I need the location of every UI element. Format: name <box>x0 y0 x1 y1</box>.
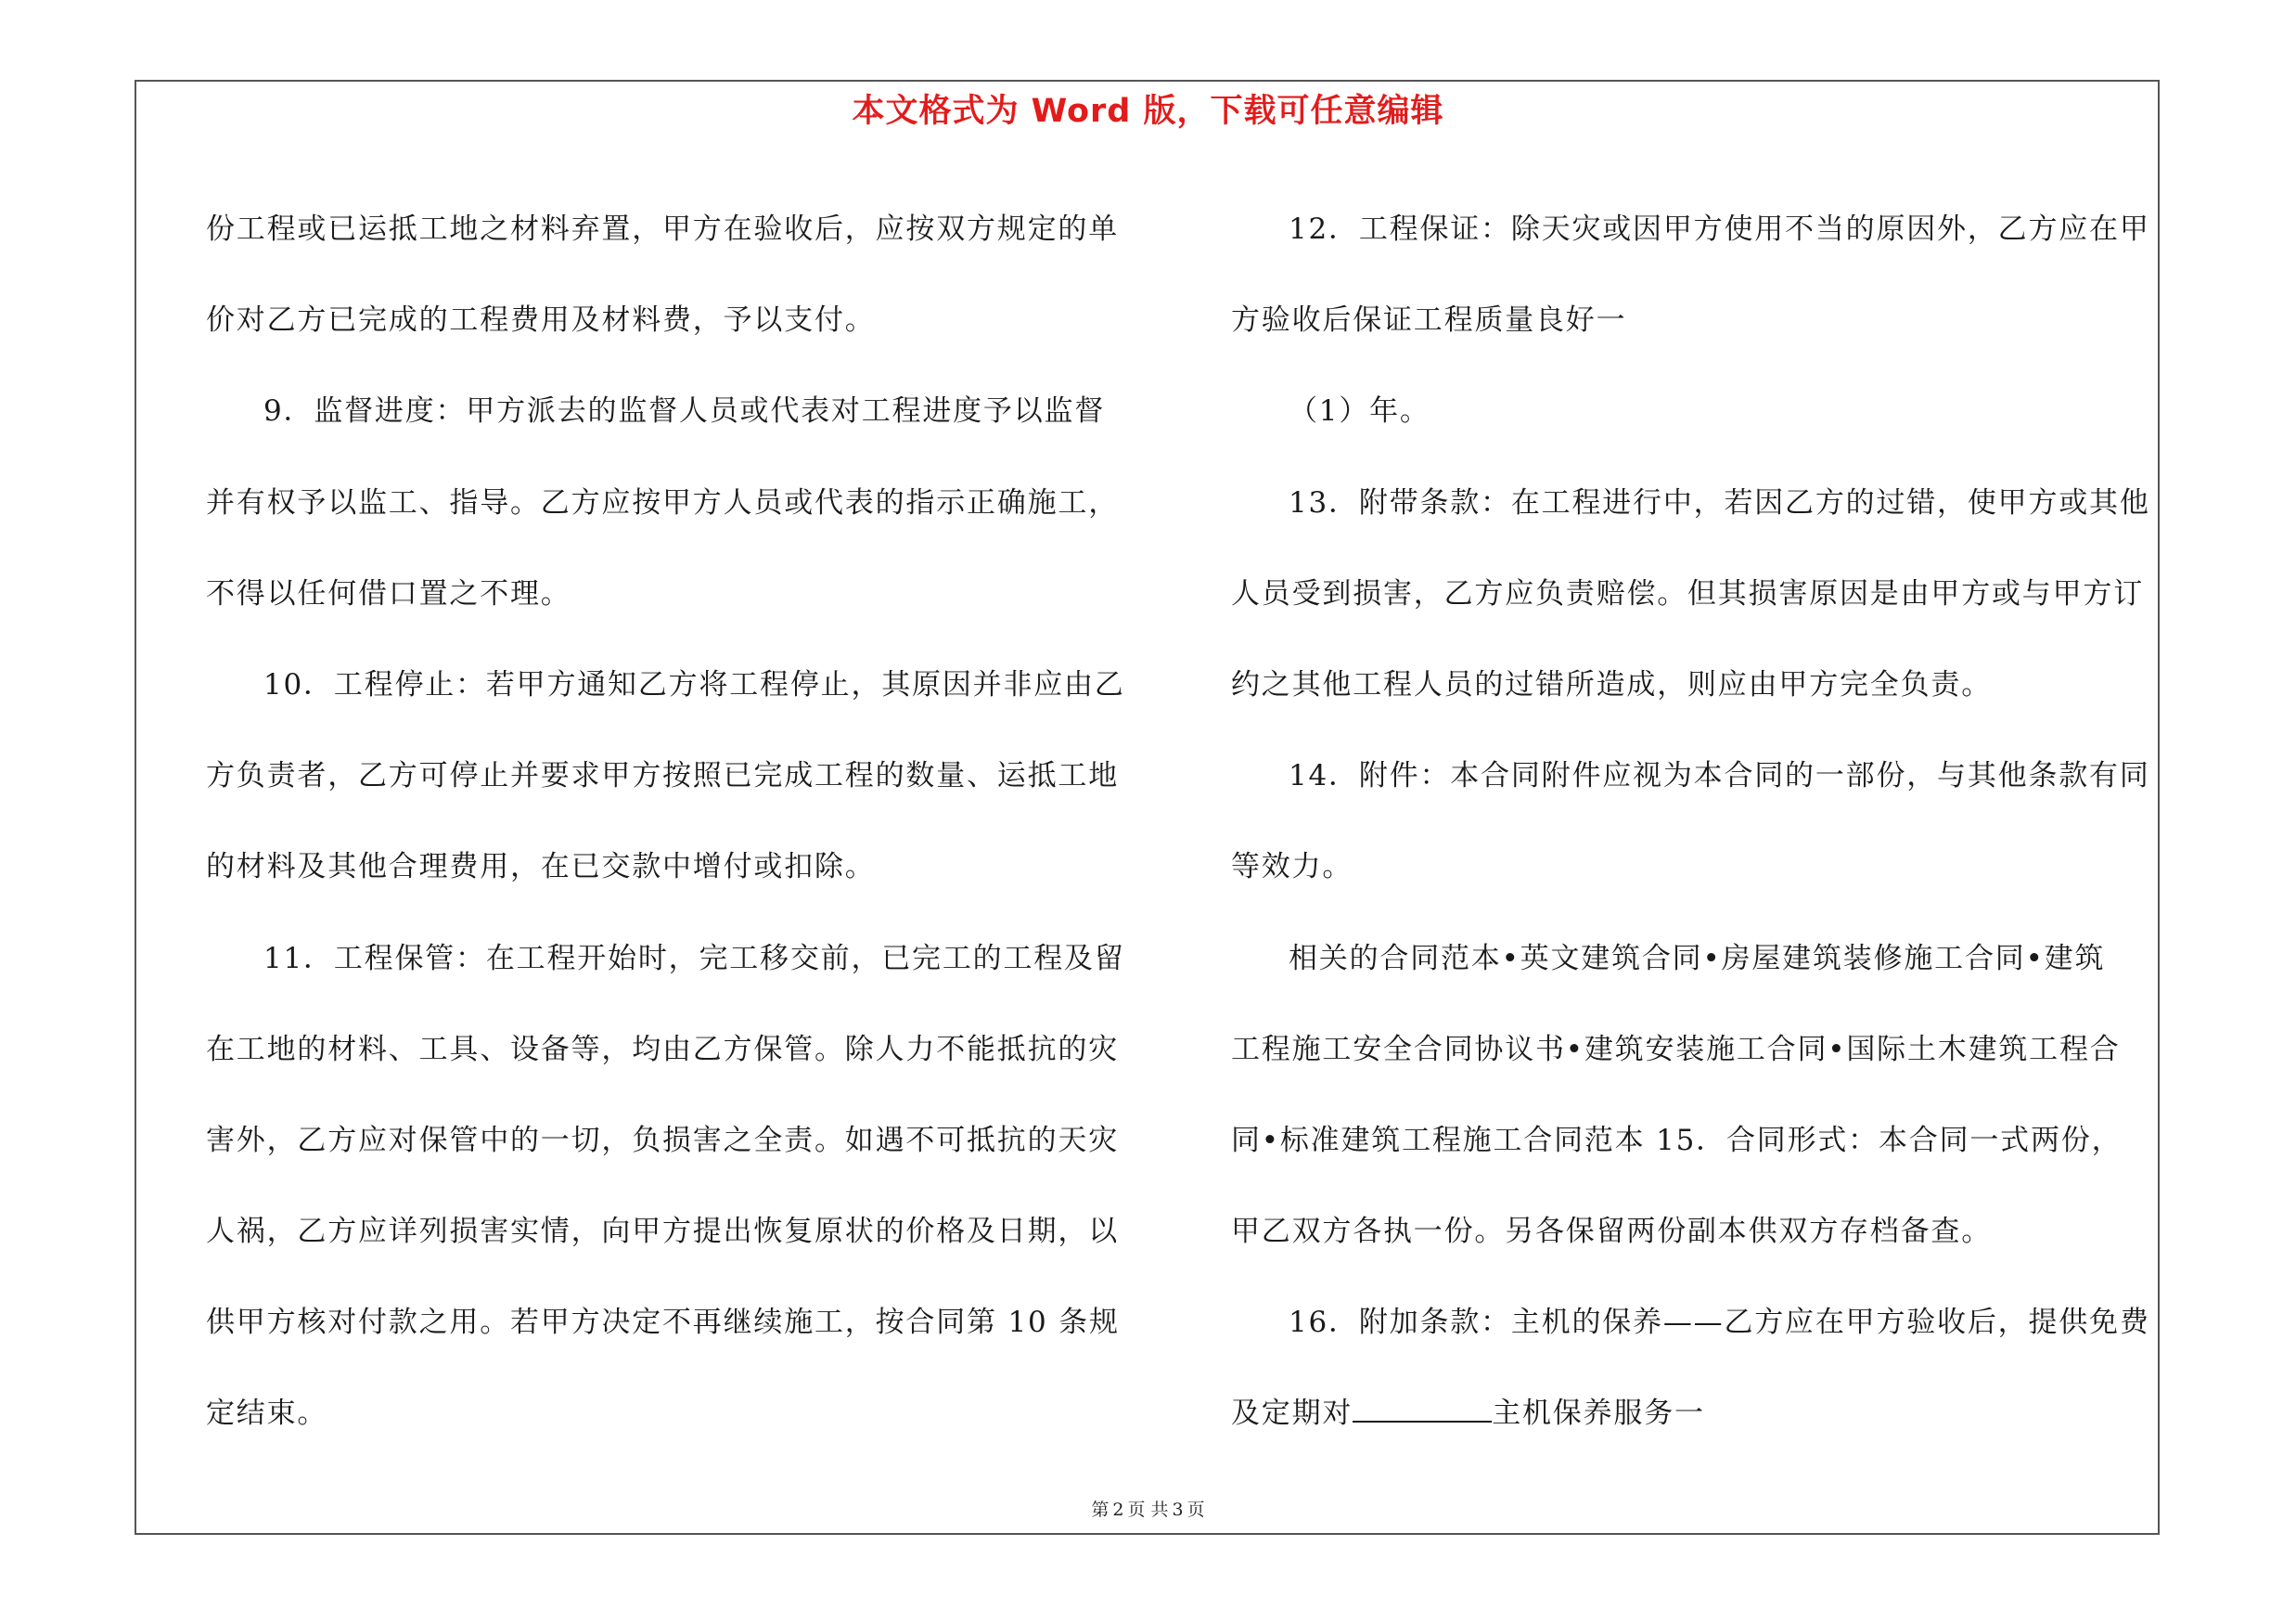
footer-prefix: 第 <box>1091 1500 1110 1520</box>
text-line: 份工程或已运抵工地之材料弃置，甲方在验收后，应按双方规定的单 <box>206 213 1119 246</box>
left-text-column <box>206 184 1135 1460</box>
text-line: 方负责者，乙方可停止并要求甲方按照已完成工程的数量、运抵工地 <box>206 759 1119 793</box>
text-line: 11．工程保管：在工程开始时，完工移交前，已完工的工程及留 <box>263 941 1125 975</box>
blank-line-suffix: 主机保养服务一 <box>1492 1397 1705 1431</box>
text-line-with-blank <box>1231 1368 2161 1459</box>
text-line: 供甲方核对付款之用。若甲方决定不再继续施工，按合同第 10 条规 <box>206 1306 1120 1340</box>
text-line: 的材料及其他合理费用，在已交款中增付或扣除。 <box>206 850 876 884</box>
text-line: （1）年。 <box>1289 394 1430 429</box>
text-line: 16．附加条款：主机的保养——乙方应在甲方验收后，提供免费 <box>1289 1306 2150 1340</box>
text-line: 不得以任何借口置之不理。 <box>206 576 571 611</box>
footer-middle: 页 共 <box>1127 1500 1169 1520</box>
text-line: 9．监督进度：甲方派去的监督人员或代表对工程进度予以监督 <box>263 394 1106 429</box>
text-line: 约之其他工程人员的过错所造成，则应由甲方完全负责。 <box>1231 667 1992 702</box>
text-line: 人员受到损害，乙方应负责赔偿。但其损害原因是由甲方或与甲方订 <box>1231 576 2144 611</box>
text-line: 并有权予以监工、指导。乙方应按甲方人员或代表的指示正确施工， <box>206 485 1119 520</box>
text-line: 工程施工安全合同协议书•建筑安装施工合同•国际土木建筑工程合 <box>1231 1032 2121 1066</box>
text-line: 方验收后保证工程质量良好一 <box>1231 303 1627 338</box>
text-line: 13．附带条款：在工程进行中，若因乙方的过错，使甲方或其他 <box>1289 485 2150 520</box>
text-line: 人祸，乙方应详列损害实情，向甲方提出恢复原状的价格及日期，以 <box>206 1215 1119 1249</box>
right-text-column <box>1231 184 2161 1460</box>
text-line: 12．工程保证：除天灾或因甲方使用不当的原因外，乙方应在甲 <box>1289 213 2150 246</box>
text-line: 14．附件：本合同附件应视为本合同的一部份，与其他条款有同 <box>1289 759 2150 793</box>
text-line: 同•标准建筑工程施工合同范本 15．合同形式：本合同一式两份， <box>1231 1123 2123 1157</box>
format-banner: 本文格式为 Word 版，下载可任意编辑 <box>852 93 1444 130</box>
blank-line-prefix: 及定期对 <box>1231 1397 1353 1431</box>
text-line: 甲乙双方各执一份。另各保留两份副本供双方存档备查。 <box>1231 1215 1992 1249</box>
footer-total-pages: 3 <box>1172 1500 1184 1520</box>
text-line: 相关的合同范本•英文建筑合同•房屋建筑装修施工合同•建筑 <box>1289 941 2106 975</box>
text-line: 定结束。 <box>206 1397 328 1431</box>
text-line: 害外，乙方应对保管中的一切，负损害之全责。如遇不可抵抗的天灾 <box>206 1123 1119 1157</box>
footer-page-number: 2 <box>1112 1500 1124 1520</box>
footer-suffix: 页 <box>1186 1500 1205 1520</box>
text-line: 在工地的材料、工具、设备等，均由乙方保管。除人力不能抵抗的灾 <box>206 1032 1119 1066</box>
page-footer <box>0 1496 2296 1521</box>
fill-in-blank <box>1353 1395 1492 1423</box>
text-line: 等效力。 <box>1231 850 1353 884</box>
text-line: 价对乙方已完成的工程费用及材料费，予以支付。 <box>206 303 876 338</box>
text-line: 10．工程停止：若甲方通知乙方将工程停止，其原因并非应由乙 <box>263 667 1125 702</box>
